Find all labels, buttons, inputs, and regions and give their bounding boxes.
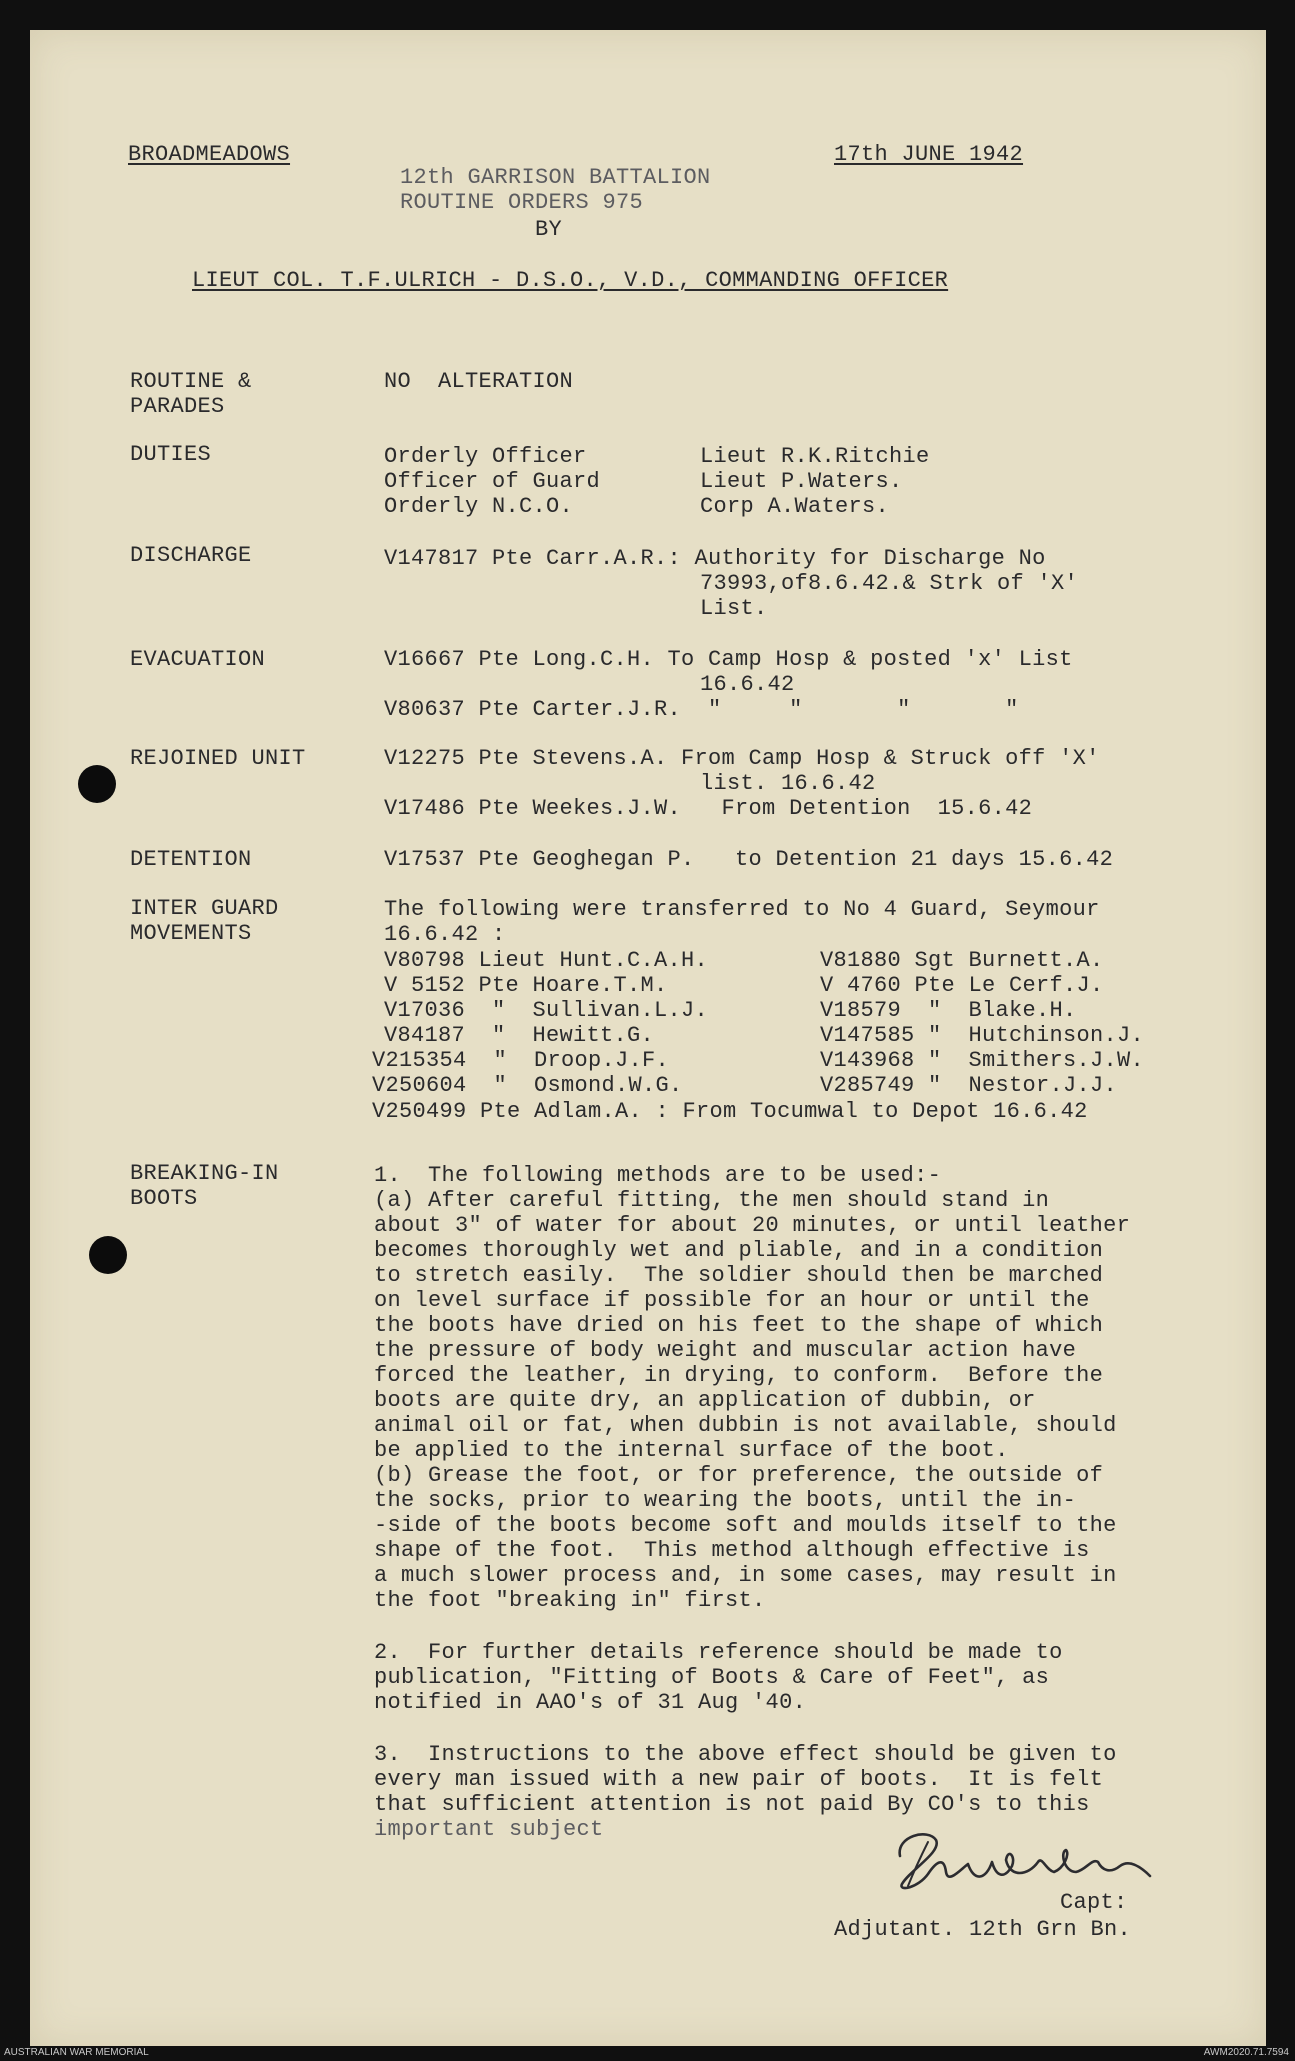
section-heading-routine: PARADES [130,394,225,419]
duty-role: Orderly Officer [384,444,587,469]
boots-para-3: every man issued with a new pair of boots. It is felt [374,1767,1104,1792]
signatory-title: Adjutant. 12th Grn Bn. [834,1917,1132,1942]
evacuation-line: V16667 Pte Long.C.H. To Camp Hosp & posted 'x' List [384,647,1073,672]
section-heading-routine: ROUTINE & [130,369,252,394]
transfer-intro: 16.6.42 : [384,922,506,947]
boots-para-1: a much slower process and, in some cases, may result in [374,1563,1117,1588]
boots-para-3: 3. Instructions to the above effect should be given to [374,1742,1117,1767]
duty-role: Orderly N.C.O. [384,494,574,519]
rejoined-line: V17486 Pte Weekes.J.W. From Detention 15.6.42 [384,796,1033,821]
boots-para-1: about 3" of water for about 20 minutes, or until leather [374,1213,1131,1238]
boots-para-1: the boots have dried on his feet to the shape of which [374,1313,1104,1338]
transfer-entry: V147585 " Hutchinson.J. [820,1023,1145,1048]
duty-name: Lieut R.K.Ritchie [700,444,930,469]
boots-para-1: be applied to the internal surface of the boot. [374,1438,1009,1463]
boots-para-1: animal oil or fat, when dubbin is not available, should [374,1413,1117,1438]
boots-para-1: the socks, prior to wearing the boots, until the in- [374,1488,1077,1513]
section-heading-discharge: DISCHARGE [130,543,252,568]
transfer-entry: V18579 " Blake.H. [820,998,1077,1023]
boots-para-1: becomes thoroughly wet and pliable, and in a condition [374,1238,1104,1263]
detention-line: V17537 Pte Geoghegan P. to Detention 21 days 15.6.42 [384,847,1114,872]
discharge-line: List. [700,596,768,621]
boots-para-1: on level surface if possible for an hour or until the [374,1288,1090,1313]
section-heading-inter-guard: MOVEMENTS [130,921,252,946]
transfer-entry: V80798 Lieut Hunt.C.A.H. [384,948,709,973]
transfer-entry: V84187 " Hewitt.G. [384,1023,655,1048]
boots-para-1: forced the leather, in drying, to conform. Before the [374,1363,1104,1388]
transfer-entry: V143968 " Smithers.J.W. [820,1048,1145,1073]
transfer-entry: V17036 " Sullivan.L.J. [384,998,709,1023]
transfer-entry: V285749 " Nestor.J.J. [820,1073,1118,1098]
by-line: BY [535,217,563,242]
transfer-entry: V250604 " Osmond.W.G. [372,1073,683,1098]
evacuation-line: 16.6.42 [700,672,795,697]
place-heading: BROADMEADOWS [128,142,291,167]
boots-para-2: 2. For further details reference should be made to [374,1640,1063,1665]
transfer-entry: V 4760 Pte Le Cerf.J. [820,973,1104,998]
duty-name: Corp A.Waters. [700,494,890,519]
rejoined-line: V12275 Pte Stevens.A. From Camp Hosp & Struck off 'X' [384,746,1100,771]
section-heading-rejoined: REJOINED UNIT [130,746,306,771]
section-heading-boots: BREAKING-IN [130,1161,279,1186]
handwritten-signature [888,1826,1178,1906]
boots-para-2: notified in AAO's of 31 Aug '40. [374,1690,807,1715]
transfer-intro: The following were transferred to No 4 Guard, Seymour [384,897,1100,922]
transfer-entry: V 5152 Pte Hoare.T.M. [384,973,668,998]
boots-para-1: (b) Grease the foot, or for preference, the outside of [374,1463,1104,1488]
rejoined-line: list. 16.6.42 [700,771,876,796]
section-heading-inter-guard: INTER GUARD [130,896,279,921]
section-heading-duties: DUTIES [130,442,212,467]
transfer-entry: V250499 Pte Adlam.A. : From Tocumwal to Depot 16.6.42 [372,1099,1088,1124]
boots-para-3: important subject [374,1817,604,1842]
boots-para-3: that sufficient attention is not paid By CO's to this [374,1792,1090,1817]
transfer-entry: V81880 Sgt Burnett.A. [820,948,1104,973]
boots-para-1: the foot "breaking in" first. [374,1588,766,1613]
orders-number: ROUTINE ORDERS 975 [400,190,644,215]
punch-hole [89,1236,127,1274]
boots-para-1: shape of the foot. This method although effective is [374,1538,1090,1563]
boots-para-1: boots are quite dry, an application of dubbin, or [374,1388,1036,1413]
boots-para-1: to stretch easily. The soldier should then be marched [374,1263,1104,1288]
boots-para-1: the pressure of body weight and muscular action have [374,1338,1077,1363]
evacuation-line: V80637 Pte Carter.J.R. " " " " [384,697,1019,722]
unit-name: 12th GARRISON BATTALION [400,165,711,190]
commander-line: LIEUT COL. T.F.ULRICH - D.S.O., V.D., COMMANDING OFFICER [192,268,949,293]
duty-role: Officer of Guard [384,469,601,494]
signatory-rank: Capt: [1060,1890,1128,1915]
archive-reference: AWM2020.71.7594 [1203,2047,1289,2058]
boots-para-1: 1. The following methods are to be used:- [374,1163,942,1188]
order-date: 17th JUNE 1942 [834,142,1024,167]
section-heading-boots: BOOTS [130,1186,198,1211]
boots-para-1: -side of the boots become soft and moulds itself to the [374,1513,1117,1538]
duty-name: Lieut P.Waters. [700,469,903,494]
boots-para-2: publication, "Fitting of Boots & Care of Feet", as [374,1665,1050,1690]
section-heading-evacuation: EVACUATION [130,647,266,672]
punch-hole [78,765,116,803]
archive-credit: AUSTRALIAN WAR MEMORIAL [4,2047,149,2058]
discharge-line: 73993,of8.6.42.& Strk of 'X' [700,571,1079,596]
discharge-line: V147817 Pte Carr.A.R.: Authority for Discharge No [384,546,1046,571]
section-heading-detention: DETENTION [130,847,252,872]
routine-text: NO ALTERATION [384,369,574,394]
transfer-entry: V215354 " Droop.J.F. [372,1048,670,1073]
boots-para-1: (a) After careful fitting, the men should stand in [374,1188,1050,1213]
